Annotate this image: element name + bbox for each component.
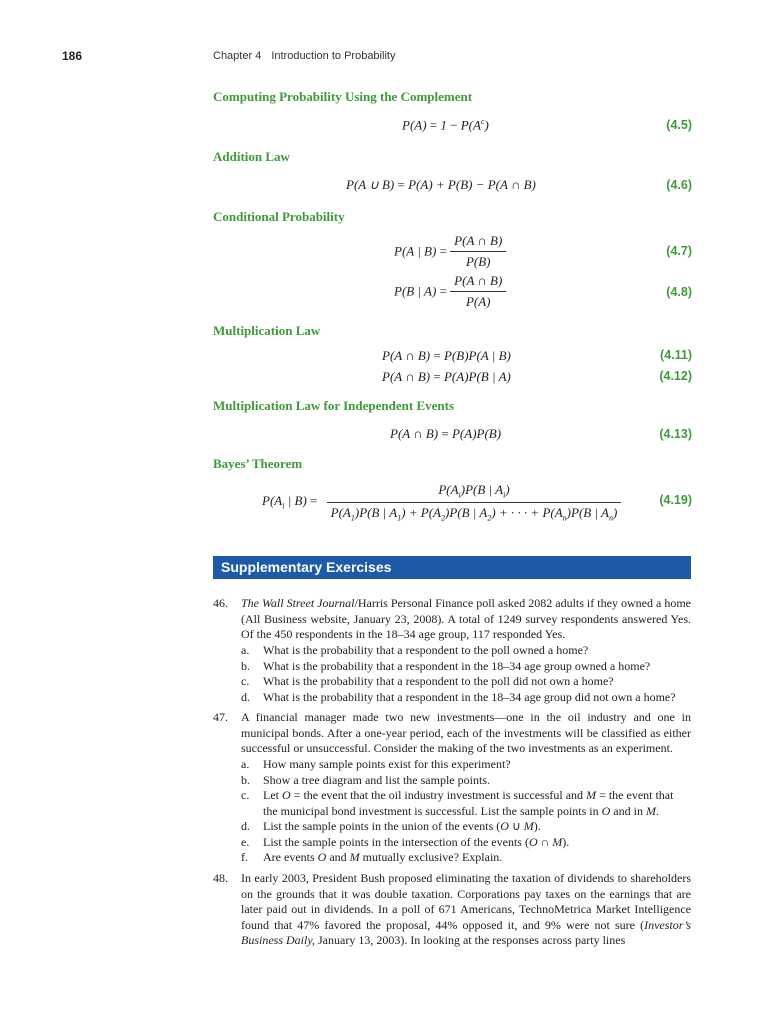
exercise-47e: e. List the sample points in the intersection of the events (O ∩ M). [241,835,570,849]
exercise-47f: f. Are events O and M mutually exclusive? Explain. [241,850,503,864]
exercise-47-number: 47. [213,710,228,724]
exercise-48-number: 48. [213,871,228,885]
eq-number-4-19: (4.19) [659,493,692,507]
heading-multiplication-law: Multiplication Law [213,323,321,338]
eq-number-4-6: (4.6) [666,178,692,192]
exercise-46b: b. What is the probability that a respondent in the 18–34 age group owned a home? [241,659,651,673]
exercise-46d: d. What is the probability that a respondent in the 18–34 age group did not own a home? [241,690,676,704]
heading-independent-events: Multiplication Law for Independent Events [213,398,455,413]
exercise-46c: c. What is the probability that a respondent to the poll did not own a home? [241,674,614,688]
heading-complement: Computing Probability Using the Complement [213,89,473,104]
eq-number-4-13: (4.13) [659,427,692,441]
equation-4-19: $P(A_i$ | B) = $\frac{P(A_i)P(B | A_i)}{P(A_1)P(B | A_1) + P(A_2)P(B | A_2) + \cdot \cdot \cdot + P(A_n)P(B | A_n)}$ [262,482,621,522]
chapter-title: Introduction to Probability [271,50,396,62]
exercise-46-source: The Wall Street Journal [241,596,355,610]
equation-4-8: P(B | A) = $\frac{P(A \cap B)}{P(A)}$ [394,273,506,310]
equation-4-6: P(A ∪ B) = P(A) + P(B) − P(A ∩ B) [346,177,536,192]
heading-bayes-theorem: Bayes’ Theorem [213,456,303,471]
exercise-47a: a. How many sample points exist for this experiment? [241,757,511,771]
chapter-label: Chapter 4 [213,50,262,62]
supplementary-exercises-banner: Supplementary Exercises [213,556,691,579]
exercise-47-text: A financial manager made two new investments—one in the oil industry and one in municipal bonds. After a one-year period, each of the investments will be classified as either successful or unsuccessful. Consider the making of the two investments as an experiment. [241,710,691,756]
exercise-46-text: The Wall Street Journal/Harris Personal Finance poll asked 2082 adults if they owned a home (All Business website, January 23, 2008). A total of 1249 survey respondents answered Yes. Of the 450 respondents in the 18–34 age group, 117 responded Yes. [241,596,692,642]
exercise-47b: b. Show a tree diagram and list the sample points. [241,773,490,787]
page-number: 186 [62,49,83,63]
equation-4-11: P(A ∩ B) = P(B)P(A | B) [382,348,511,363]
heading-addition-law: Addition Law [213,149,290,164]
exercise-47c-cont: the municipal bond investment is successful. List the sample points in O and in M. [263,804,659,818]
equation-4-5: $P(A) = 1 - P(A^c)$ [402,117,489,133]
equation-4-13: P(A ∩ B) = P(A)P(B) [390,426,502,441]
eq-number-4-7: (4.7) [666,244,692,258]
running-header [213,50,395,62]
exercise-47d: d. List the sample points in the union of the events (O ∪ M). [241,819,541,833]
eq-number-4-8: (4.8) [666,285,692,299]
equation-4-7: P(A | B) = $\frac{P(A \cap B)}{P(B)}$ [394,233,506,270]
exercise-48-text: In early 2003, President Bush proposed eliminating the taxation of dividends to shareholders on the grounds that it was double taxation. Corporations pay taxes on the earnings that are later paid out in dividends. In a poll of 671 Americans, TechnoMetrica Market Intelligence found that 47% favored the proposal, 44% opposed it, and 9% were not sure (Investor’s Business Daily, January 13, 2003). In looking at the responses across party lines [241,871,691,948]
exercise-46-number: 46. [213,596,228,610]
eq-number-4-12: (4.12) [659,369,692,383]
exercise-48-source: Investor’s Business Daily, [241,917,691,948]
heading-conditional: Conditional Probability [213,209,345,224]
exercise-46a: a. What is the probability that a respondent to the poll owned a home? [241,643,589,657]
exercise-47c: c. Let O = the event that the oil industry investment is successful and M = the event that [241,788,674,802]
eq-number-4-5: (4.5) [666,118,692,132]
equation-4-12: P(A ∩ B) = P(A)P(B | A) [382,369,511,384]
eq-number-4-11: (4.11) [660,348,692,362]
